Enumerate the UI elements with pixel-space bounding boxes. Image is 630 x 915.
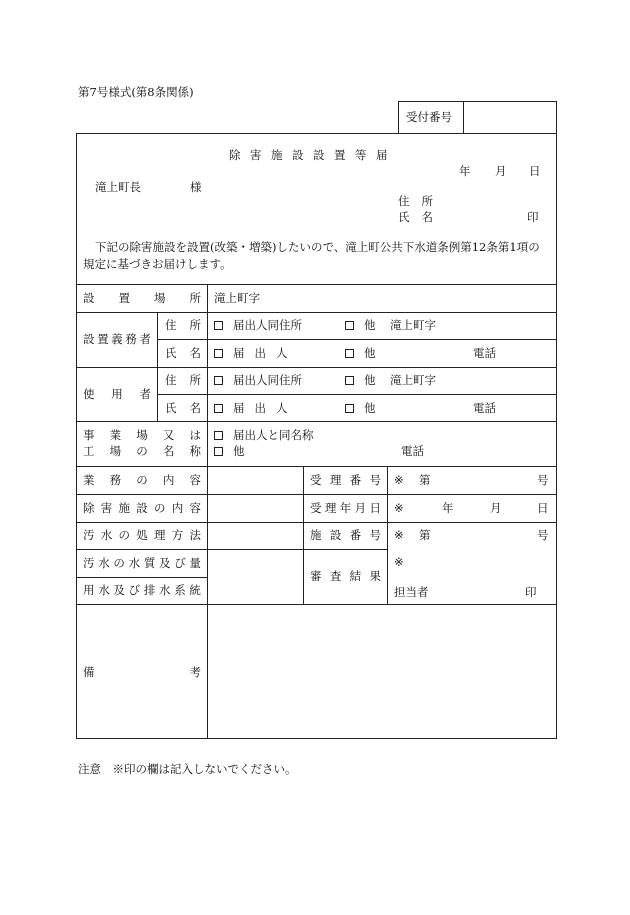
review-mark: ※ bbox=[394, 555, 404, 569]
remarks-label: 備 考 bbox=[83, 665, 201, 679]
installer-phone-label: 電話 bbox=[473, 346, 496, 360]
treatment-method-label: 汚 水 の 処 理 方 法 bbox=[83, 528, 201, 542]
applicant-address-label: 住所 bbox=[398, 194, 445, 208]
business-label-line2: 工 場 の 名 称 bbox=[83, 444, 201, 458]
receipt-date-day: 日 bbox=[537, 501, 549, 515]
user-address-label: 住 所 bbox=[165, 373, 201, 387]
date-year: 年 bbox=[459, 164, 471, 178]
receipt-date-month: 月 bbox=[490, 501, 502, 515]
installer-name-option2[interactable]: 他 bbox=[345, 348, 376, 360]
statement-line2: 規定に基づきお届けします。 bbox=[83, 257, 232, 271]
installer-addr-option1[interactable]: 届出人同住所 bbox=[214, 320, 302, 332]
addressee-name: 滝上町長 bbox=[95, 180, 141, 194]
form-title: 除害施設設置等届 bbox=[229, 148, 397, 162]
installer-addr-value[interactable]: 滝上町字 bbox=[390, 318, 436, 332]
checkbox-icon[interactable] bbox=[214, 376, 223, 385]
checkbox-icon[interactable] bbox=[345, 349, 354, 358]
receipt-date-year: 年 bbox=[442, 501, 454, 515]
business-label-line1: 事 業 場 又 は bbox=[83, 428, 201, 442]
user-addr-option2[interactable]: 他 bbox=[345, 375, 376, 387]
business-phone-label: 電話 bbox=[401, 444, 424, 458]
receipt-date-label: 受 理 年 月 日 bbox=[310, 501, 381, 515]
installer-addr-option2[interactable]: 他 bbox=[345, 320, 376, 332]
applicant-name-label: 氏名 bbox=[398, 210, 445, 224]
facility-no-label: 施 設 番 号 bbox=[310, 528, 381, 542]
receipt-no-dai: 第 bbox=[419, 473, 431, 487]
review-person-label: 担当者 bbox=[394, 585, 429, 599]
location-value[interactable]: 滝上町字 bbox=[214, 291, 260, 305]
receipt-no-label: 受 理 番 号 bbox=[310, 473, 381, 487]
receipt-no-go: 号 bbox=[537, 473, 549, 487]
installer-address-label: 住 所 bbox=[165, 318, 201, 332]
user-name-option2[interactable]: 他 bbox=[345, 403, 376, 415]
review-seal: 印 bbox=[525, 585, 537, 599]
facility-no-go: 号 bbox=[537, 528, 549, 542]
water-system-label: 用 水 及 び 排 水 系 統 bbox=[83, 583, 201, 597]
business-option2[interactable]: 他 bbox=[214, 446, 245, 458]
checkbox-icon[interactable] bbox=[214, 349, 223, 358]
addressee-honorific: 様 bbox=[190, 180, 202, 194]
facility-no-mark: ※ bbox=[394, 528, 404, 542]
user-addr-value[interactable]: 滝上町字 bbox=[390, 373, 436, 387]
user-addr-option1[interactable]: 届出人同住所 bbox=[214, 375, 302, 387]
review-label: 審 査 結 果 bbox=[310, 569, 381, 583]
checkbox-icon[interactable] bbox=[345, 321, 354, 330]
date-month: 月 bbox=[495, 164, 507, 178]
checkbox-icon[interactable] bbox=[345, 376, 354, 385]
business-option1[interactable]: 届出人と同名称 bbox=[214, 430, 314, 442]
checkbox-icon[interactable] bbox=[214, 404, 223, 413]
checkbox-icon[interactable] bbox=[214, 447, 223, 456]
checkbox-icon[interactable] bbox=[345, 404, 354, 413]
installer-name-label: 氏 名 bbox=[165, 346, 201, 360]
date-day: 日 bbox=[529, 164, 541, 178]
facility-no-dai: 第 bbox=[419, 528, 431, 542]
business-content-label: 業 務 の 内 容 bbox=[83, 473, 201, 487]
user-name-option1[interactable]: 届出人 bbox=[214, 403, 298, 415]
receipt-number-label: 受付番号 bbox=[406, 110, 452, 124]
receipt-number-field[interactable] bbox=[470, 104, 552, 130]
checkbox-icon[interactable] bbox=[214, 431, 223, 440]
user-name-label: 氏 名 bbox=[165, 401, 201, 415]
statement-line1: 下記の除害施設を設置(改築・増築)したいので、滝上町公共下水道条例第12条第1項の bbox=[95, 240, 540, 254]
water-quality-label: 汚 水 の 水 質 及 び 量 bbox=[83, 556, 201, 570]
form-number: 第7号様式(第8条関係) bbox=[78, 85, 194, 99]
user-label: 使 用 者 bbox=[83, 387, 151, 401]
note: 注意 ※印の欄は記入しないでください。 bbox=[78, 762, 297, 776]
receipt-no-mark: ※ bbox=[394, 473, 404, 487]
remarks-field[interactable] bbox=[212, 609, 552, 734]
checkbox-icon[interactable] bbox=[214, 321, 223, 330]
user-phone-label: 電話 bbox=[473, 401, 496, 415]
installer-label: 設 置 義 務 者 bbox=[83, 332, 151, 346]
facility-content-label: 除 害 施 設 の 内 容 bbox=[83, 501, 201, 515]
location-label: 設 置 場 所 bbox=[83, 291, 201, 305]
installer-name-option1[interactable]: 届出人 bbox=[214, 348, 298, 360]
applicant-seal: 印 bbox=[527, 210, 539, 224]
receipt-date-mark: ※ bbox=[394, 501, 404, 515]
